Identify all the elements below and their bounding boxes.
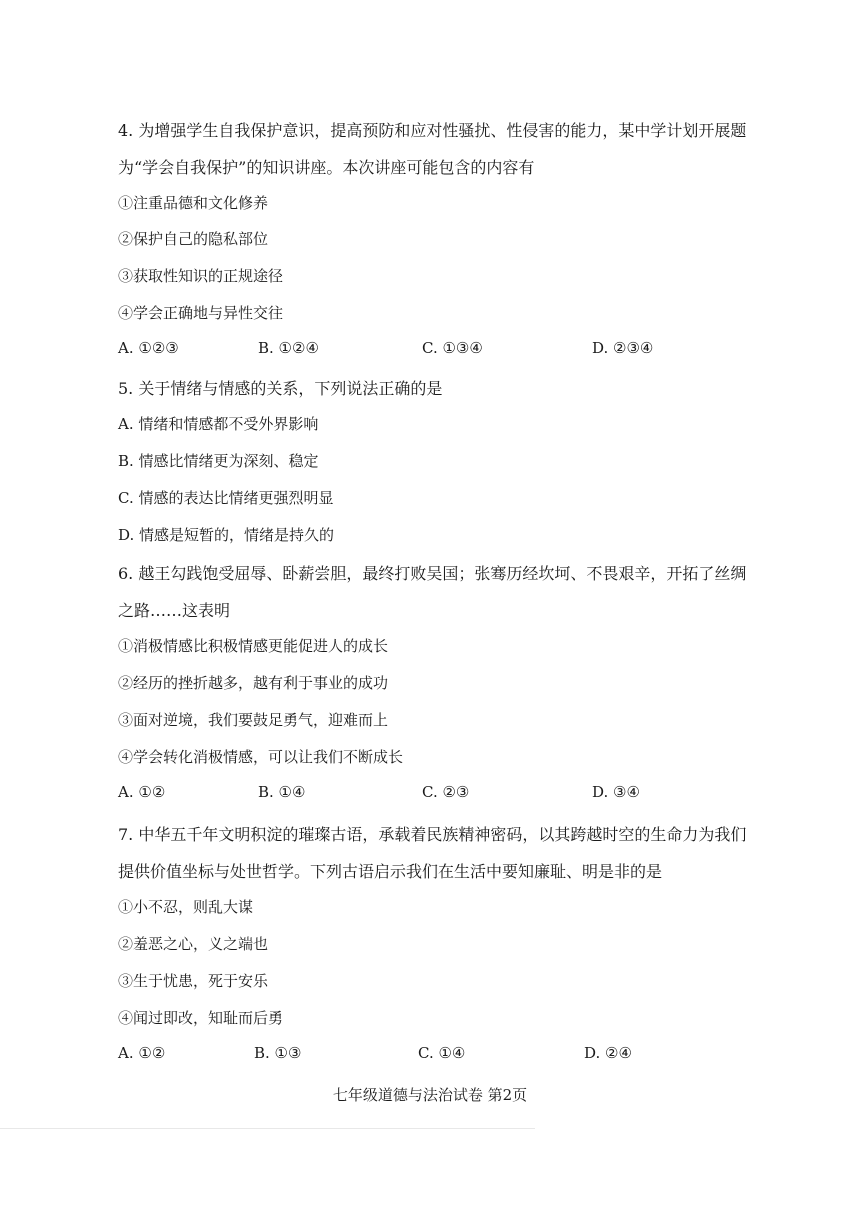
option-a: A. 情绪和情感都不受外界影响 [118,415,319,433]
option-d: D. ③④ [592,783,640,801]
option-d: D. 情感是短暂的，情绪是持久的 [118,526,335,544]
option-c: C. 情感的表达比情绪更强烈明显 [118,489,334,507]
question-stem-continued: 之路……这表明 [118,601,231,620]
statement-item: ④学会正确地与异性交往 [118,304,284,322]
option-d: D. ②③④ [592,339,654,357]
statement-item: ②羞恶之心，义之端也 [118,935,269,953]
option-a: A. ①② [118,1044,166,1062]
statement-item: ③面对逆境，我们要鼓足勇气，迎难而上 [118,711,389,729]
statement-item: ①注重品德和文化修养 [118,194,269,212]
divider [0,1128,535,1129]
statement-item: ②经历的挫折越多，越有利于事业的成功 [118,674,389,692]
statement-item: ④闻过即改，知耻而后勇 [118,1009,284,1027]
option-c: C. ①③④ [422,339,483,357]
statement-item: ①消极情感比积极情感更能促进人的成长 [118,637,389,655]
option-d: D. ②④ [584,1044,632,1062]
question-stem: 4. 为增强学生自我保护意识，提高预防和应对性骚扰、性侵害的能力，某中学计划开展题 [118,121,747,140]
option-b: B. ①③ [254,1044,302,1062]
question-stem-continued: 为“学会自我保护”的知识讲座。本次讲座可能包含的内容有 [118,158,535,177]
statement-item: ②保护自己的隐私部位 [118,230,269,248]
option-a: A. ①②③ [118,339,179,357]
option-c: C. ②③ [422,783,470,801]
option-c: C. ①④ [418,1044,466,1062]
statement-item: ④学会转化消极情感，可以让我们不断成长 [118,748,404,766]
question-stem: 5. 关于情绪与情感的关系，下列说法正确的是 [118,379,443,398]
statement-item: ③生于忧患，死于安乐 [118,972,269,990]
question-stem: 7. 中华五千年文明积淀的璀璨古语，承载着民族精神密码，以其跨越时空的生命力为我们 [118,825,747,844]
statement-item: ①小不忍，则乱大谋 [118,898,254,916]
option-b: B. 情感比情绪更为深刻、稳定 [118,452,319,470]
option-b: B. ①④ [258,783,306,801]
statement-item: ③获取性知识的正规途径 [118,267,284,285]
page-footer: 七年级道德与法治试卷 第2页 [332,1086,528,1104]
option-a: A. ①② [118,783,166,801]
question-stem: 6. 越王勾践饱受屈辱、卧薪尝胆，最终打败吴国；张骞历经坎坷、不畏艰辛，开拓了丝绸 [118,564,747,583]
option-b: B. ①②④ [258,339,319,357]
question-stem-continued: 提供价值坐标与处世哲学。下列古语启示我们在生活中要知廉耻、明是非的是 [118,862,663,881]
